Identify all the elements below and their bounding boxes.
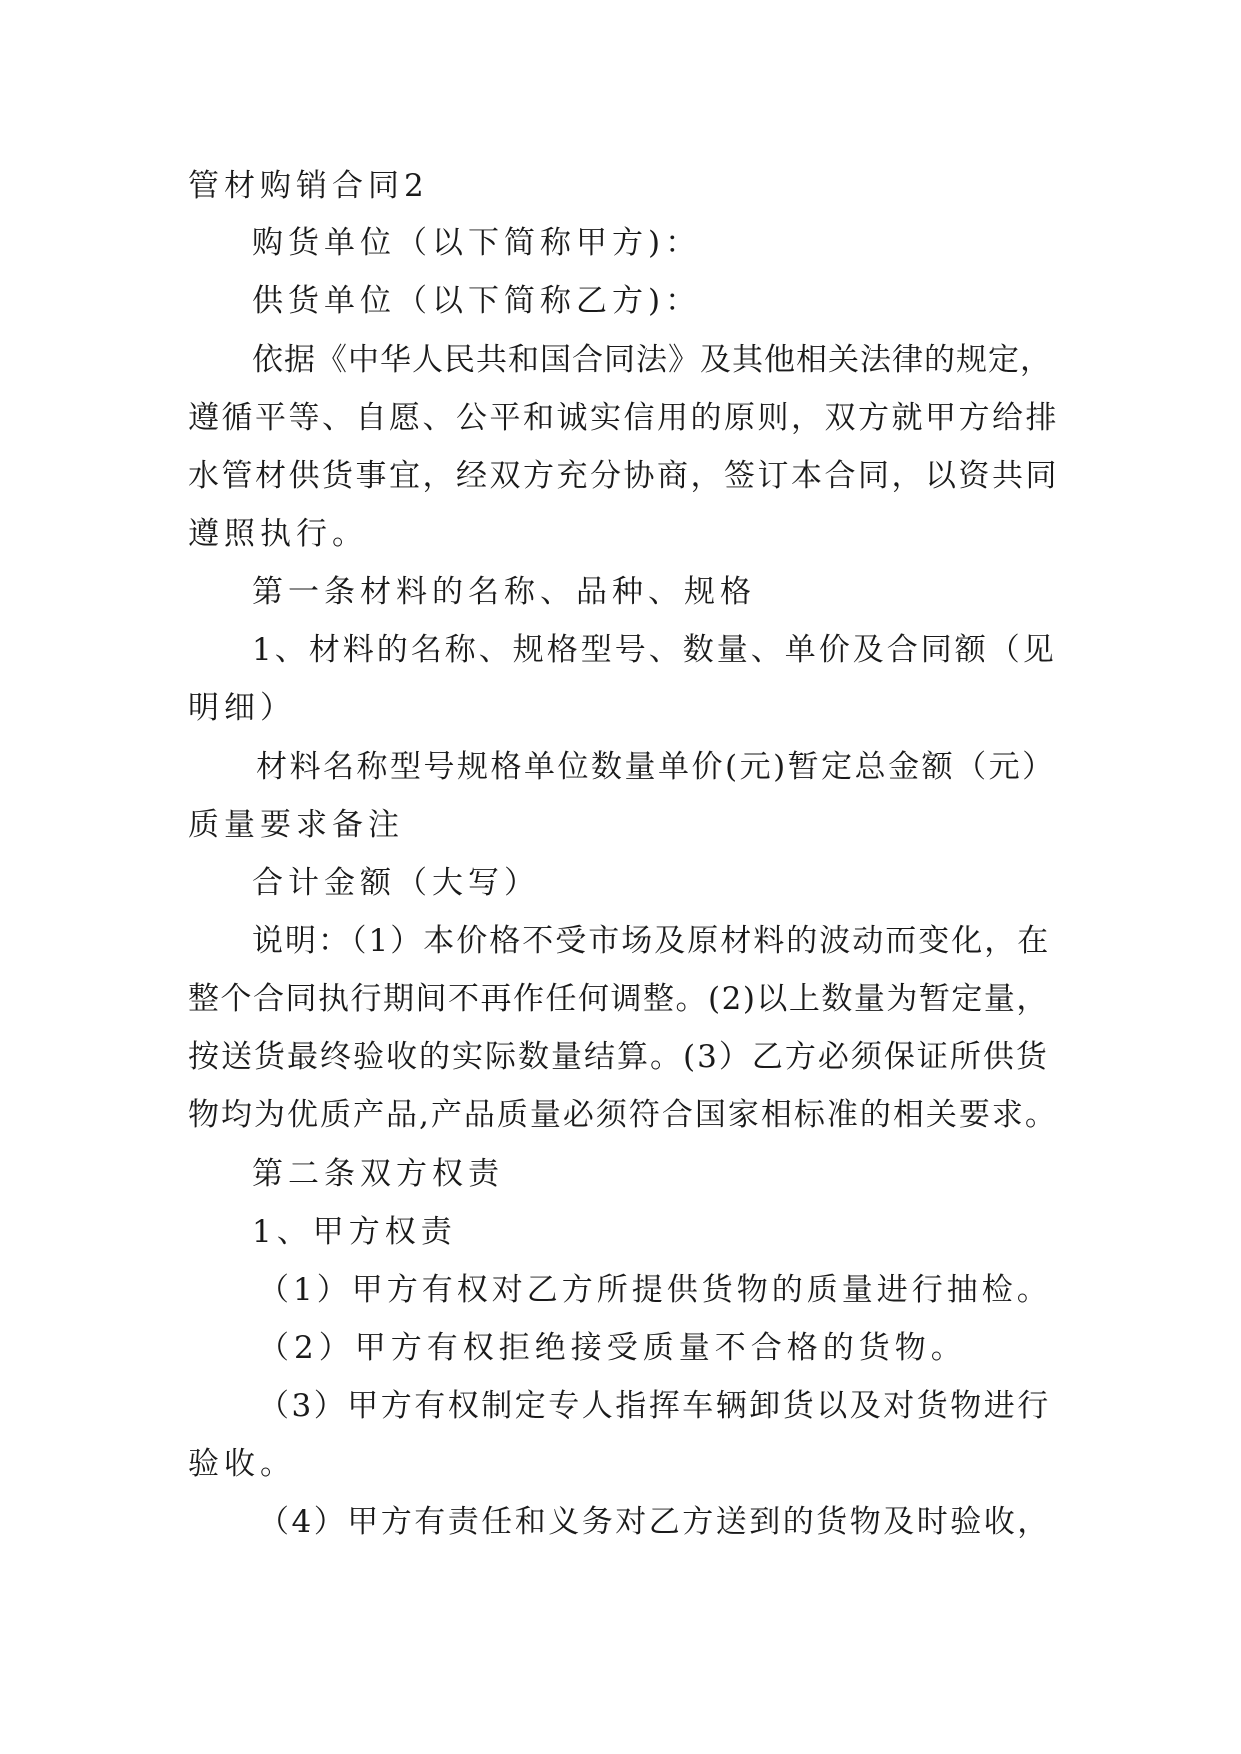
list-item: （3）甲方有权制定专人指挥车辆卸货以及对货物进行 <box>258 1388 1051 1424</box>
paragraph-line: 物均为优质产品,产品质量必须符合国家相标准的相关要求。 <box>188 1097 1058 1133</box>
paragraph-line: 遵照执行。 <box>188 516 368 552</box>
list-item: （2）甲方有权拒绝接受质量不合格的货物。 <box>258 1330 967 1366</box>
paragraph-line: 说明：（1）本价格不受市场及原材料的波动而变化，在 <box>252 923 1051 959</box>
list-item: （1）甲方有权对乙方所提供货物的质量进行抽检。 <box>258 1272 1052 1308</box>
subsection-heading: 1、甲方权责 <box>252 1214 457 1250</box>
paragraph-line: 购货单位（以下简称甲方)： <box>252 225 702 261</box>
section-heading: 第二条双方权责 <box>252 1156 504 1192</box>
section-heading: 第一条材料的名称、品种、规格 <box>252 574 756 610</box>
paragraph-line: 遵循平等、自愿、公平和诚实信用的原则，双方就甲方给排 <box>188 400 1059 436</box>
paragraph-line: 验收。 <box>188 1446 296 1482</box>
paragraph-line: 依据《中华人民共和国合同法》及其他相关法律的规定， <box>252 342 1052 378</box>
table-header-line: 质量要求备注 <box>188 807 404 843</box>
paragraph-line: 1、材料的名称、规格型号、数量、单价及合同额（见 <box>252 632 1057 668</box>
table-header-line: 材料名称型号规格单位数量单价(元)暂定总金额（元） <box>256 749 1056 785</box>
paragraph-line: 整个合同执行期间不再作任何调整。(2)以上数量为暂定量， <box>188 981 1049 1017</box>
paragraph-line: 按送货最终验收的实际数量结算。(3）乙方必须保证所供货 <box>188 1039 1049 1075</box>
list-item: （4）甲方有责任和义务对乙方送到的货物及时验收， <box>258 1504 1051 1540</box>
paragraph-line: 水管材供货事宜，经双方充分协商，签订本合同，以资共同 <box>188 458 1059 494</box>
paragraph-line: 合计金额（大写） <box>252 865 540 901</box>
paragraph-line: 供货单位（以下简称乙方)： <box>252 283 702 319</box>
paragraph-line: 明细） <box>188 690 296 726</box>
document-title: 管材购销合同2 <box>188 168 429 204</box>
